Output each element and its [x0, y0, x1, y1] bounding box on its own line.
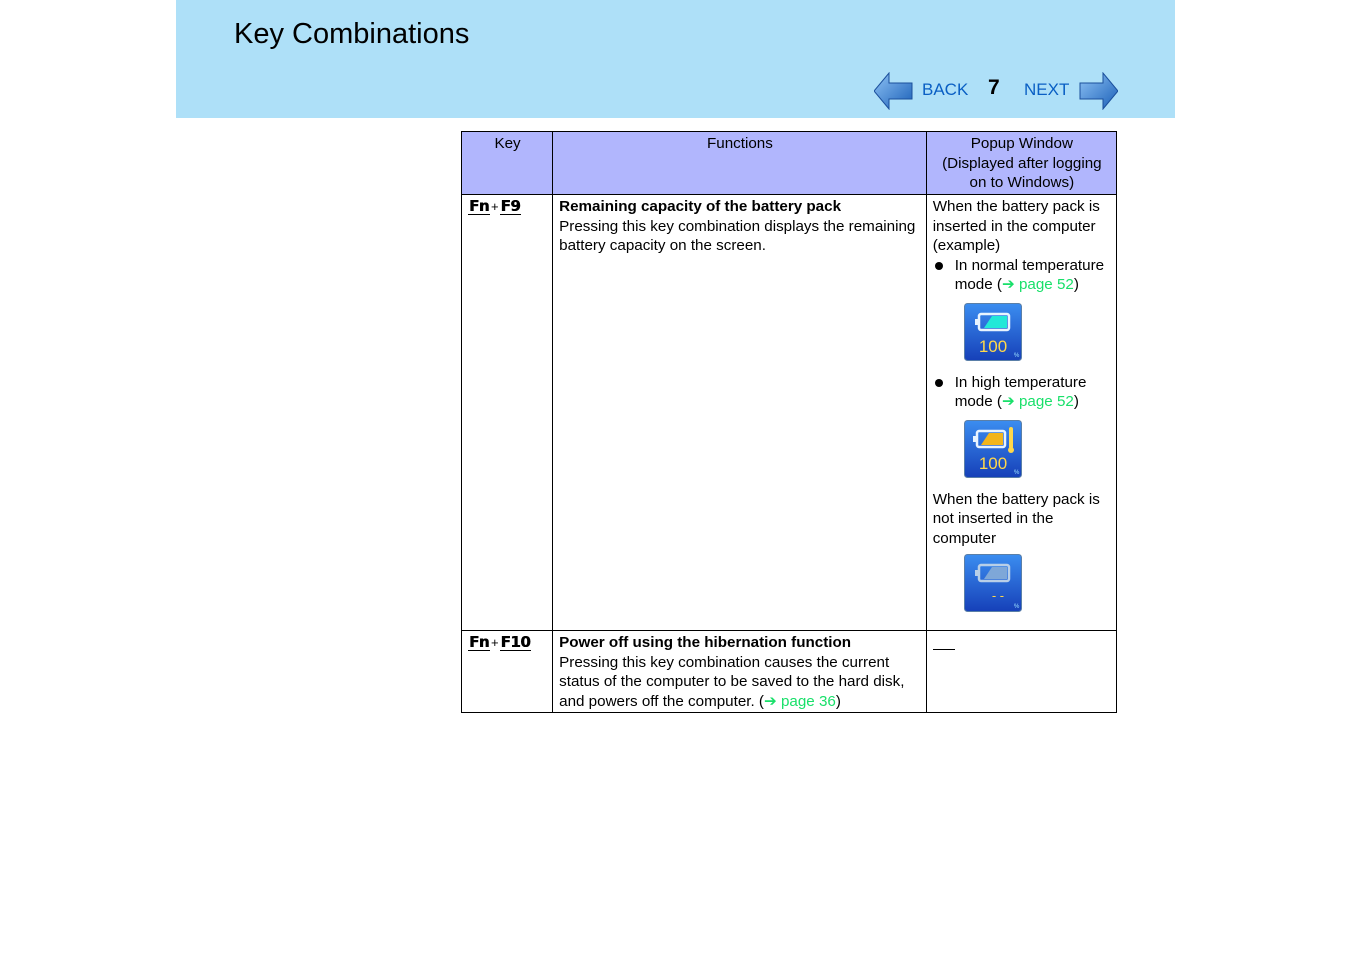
key-cell — [462, 195, 553, 631]
right-arrow-icon[interactable] — [1078, 72, 1118, 110]
page-link[interactable]: page 52 — [1018, 393, 1074, 410]
header-popup-title: Popup Window — [970, 135, 1073, 152]
function-cell — [553, 631, 927, 713]
header-key: Key — [462, 132, 553, 195]
function-description-text: Pressing this key combination causes the current status of the computer to be saved to the hard disk, and powers off the computer. ( — [559, 653, 905, 710]
popup-bullets-1 — [933, 256, 1111, 295]
table-header-row — [462, 132, 1117, 195]
battery-not-inserted-icon — [964, 554, 1022, 612]
header-popup-note: (Displayed after logging on to Windows) — [942, 154, 1102, 191]
function-cell — [553, 195, 927, 631]
page-number: 7 — [988, 76, 1000, 99]
header-bar — [176, 0, 1175, 118]
function-description: Pressing this key combination displays the remaining battery capacity on the screen. — [559, 217, 916, 254]
page-link[interactable]: page 36 — [780, 692, 836, 710]
table-row — [462, 195, 1117, 631]
fn-key: Fn — [469, 197, 489, 215]
function-description — [559, 653, 921, 712]
battery-high-temperature-icon — [964, 420, 1022, 478]
battery-normal-icon — [964, 303, 1022, 361]
popup-bullets-2 — [933, 373, 1111, 412]
table-row — [462, 631, 1117, 713]
fn-key: Fn — [469, 633, 489, 651]
bullet-normal-temp — [933, 256, 1111, 295]
right-arrow-glyph: ➔ — [1001, 393, 1015, 410]
key-cell — [462, 631, 553, 713]
back-link[interactable]: BACK — [922, 80, 969, 99]
popup-cell — [926, 195, 1116, 631]
f9-key: F9 — [500, 197, 521, 215]
battery-value: 100 — [978, 453, 1007, 473]
battery-value: - - — [991, 588, 1004, 603]
popup-cell — [926, 631, 1116, 713]
function-title: Remaining capacity of the battery pack — [559, 198, 842, 215]
next-link[interactable]: NEXT — [1024, 80, 1070, 99]
bullet-normal-text: In normal temperature mode ( — [954, 256, 1105, 293]
battery-value: 100 — [978, 336, 1007, 356]
svg-text:%: % — [1013, 469, 1020, 476]
page-title: Key Combinations — [234, 18, 470, 50]
plus-sign: + — [490, 199, 499, 214]
function-title: Power off using the hibernation function — [559, 634, 852, 651]
header-popup-window — [926, 132, 1116, 195]
page-link[interactable]: page 52 — [1018, 276, 1074, 293]
empty-dash — [933, 649, 955, 650]
function-description-end: ) — [835, 692, 841, 710]
right-arrow-glyph: ➔ — [1001, 276, 1015, 293]
right-arrow-glyph: ➔ — [764, 692, 777, 710]
header-functions: Functions — [553, 132, 927, 195]
f10-key: F10 — [500, 633, 531, 651]
popup-not-inserted: When the battery pack is not inserted in the computer — [932, 490, 1100, 547]
svg-text:%: % — [1013, 604, 1020, 610]
bullet-high-end: ) — [1073, 393, 1079, 410]
bullet-normal-end: ) — [1073, 276, 1079, 293]
svg-text:%: % — [1013, 352, 1020, 359]
key-combinations-table — [461, 131, 1117, 713]
popup-intro: When the battery pack is inserted in the computer (example) — [932, 198, 1100, 254]
bullet-high-temp — [933, 373, 1111, 412]
plus-sign: + — [490, 635, 499, 650]
left-arrow-icon[interactable] — [874, 72, 914, 110]
bullet-high-text: In high temperature mode ( — [954, 373, 1087, 410]
